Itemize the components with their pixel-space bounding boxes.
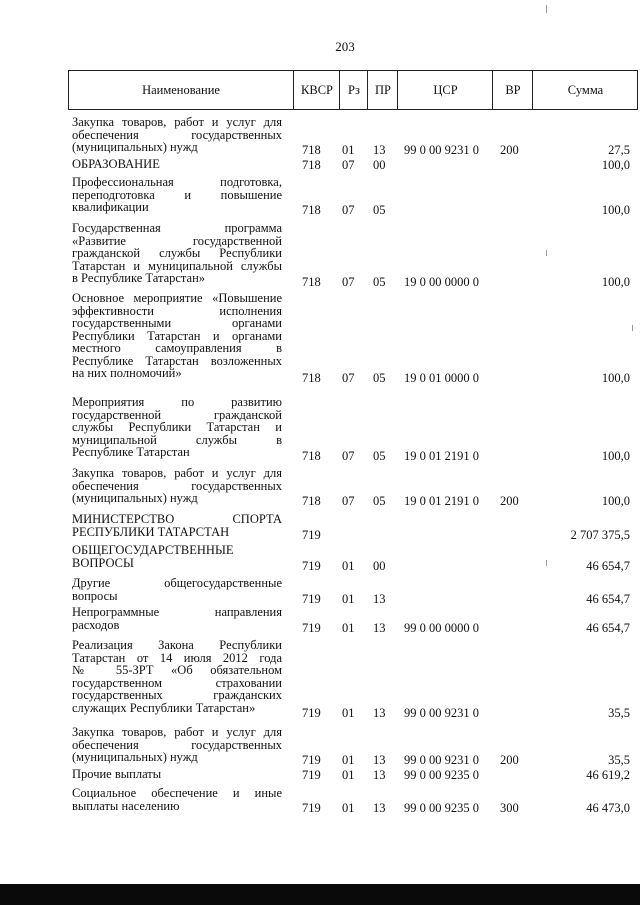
cell-sum: 46 619,2 bbox=[586, 767, 630, 782]
row-name-line: местного самоуправления в bbox=[72, 341, 282, 355]
row-name bbox=[72, 787, 282, 812]
cell-rz: 07 bbox=[342, 370, 355, 385]
row-name bbox=[72, 467, 282, 505]
cell-sum: 100,0 bbox=[601, 157, 630, 172]
cell-csr: 19 0 01 0000 0 bbox=[404, 370, 479, 385]
row-name-line: Основное мероприятие «Повышение bbox=[72, 291, 282, 305]
row-name-line: служащих Республики Татарстан» bbox=[72, 700, 256, 715]
row-name-line: № 55-ЗРТ «Об обязательном bbox=[72, 663, 282, 677]
cell-kvsr: 719 bbox=[302, 767, 321, 782]
header-rz: Рз bbox=[339, 71, 368, 109]
cell-pr: 13 bbox=[373, 620, 386, 635]
row-name-line: Республики Татарстан и органами bbox=[72, 328, 282, 343]
row-name-line: Реализация Закона Республики bbox=[72, 638, 282, 652]
row-name-line: государственных гражданских bbox=[72, 688, 282, 702]
row-name-line: переподготовка и повышение bbox=[72, 187, 282, 202]
row-name-line: расходов bbox=[72, 617, 120, 632]
row-name-line: (муниципальных) нужд bbox=[72, 750, 198, 764]
cell-pr: 05 bbox=[373, 448, 386, 463]
cell-pr: 00 bbox=[373, 558, 386, 573]
cell-sum: 100,0 bbox=[601, 274, 630, 289]
row-name bbox=[72, 726, 282, 764]
row-name-line: ОБРАЗОВАНИЕ bbox=[72, 157, 160, 171]
cell-csr: 99 0 00 9235 0 bbox=[404, 800, 479, 815]
table-row bbox=[0, 176, 640, 216]
row-name-line: службы Республики Татарстан и bbox=[72, 420, 282, 434]
header-csr: ЦСР bbox=[397, 71, 493, 109]
row-name-line: (муниципальных) нужд bbox=[72, 491, 198, 505]
table-row bbox=[0, 768, 640, 781]
row-name-line: на них полномочий» bbox=[72, 366, 182, 380]
cell-kvsr: 719 bbox=[302, 800, 321, 815]
row-name-line: Закупка товаров, работ и услуг для bbox=[72, 115, 282, 129]
table-row bbox=[0, 606, 640, 634]
cell-vr: 300 bbox=[500, 800, 519, 815]
cell-kvsr: 718 bbox=[302, 142, 321, 157]
cell-kvsr: 719 bbox=[302, 558, 321, 573]
table-row bbox=[0, 639, 640, 719]
row-name-line: муниципальной службы в bbox=[72, 432, 282, 447]
row-name-line: гражданской службы Республики bbox=[72, 246, 282, 260]
cell-csr: 19 0 01 2191 0 bbox=[404, 493, 479, 508]
cell-pr: 05 bbox=[373, 274, 386, 289]
cell-rz: 07 bbox=[342, 274, 355, 289]
row-name-line: Республике Татарстан bbox=[72, 445, 190, 459]
table-row bbox=[0, 544, 640, 572]
row-name-line: Государственная программа bbox=[72, 221, 282, 235]
cell-kvsr: 719 bbox=[302, 591, 321, 606]
row-name-line: обеспечения государственных bbox=[72, 737, 282, 752]
cell-pr: 13 bbox=[373, 767, 386, 782]
cell-rz: 01 bbox=[342, 767, 355, 782]
cell-rz: 01 bbox=[342, 142, 355, 157]
header-pr: ПР bbox=[367, 71, 398, 109]
table-row bbox=[0, 158, 640, 171]
row-name-line: государственными органами bbox=[72, 316, 282, 330]
cell-kvsr: 718 bbox=[302, 202, 321, 217]
cell-pr: 13 bbox=[373, 142, 386, 157]
cell-kvsr: 718 bbox=[302, 493, 321, 508]
row-name-line: вопросы bbox=[72, 588, 118, 603]
table-row bbox=[0, 116, 640, 156]
cell-sum: 27,5 bbox=[608, 142, 630, 157]
table-row bbox=[0, 726, 640, 766]
row-name bbox=[72, 577, 282, 602]
cell-pr: 05 bbox=[373, 370, 386, 385]
cell-pr: 00 bbox=[373, 157, 386, 172]
cell-csr: 99 0 00 9231 0 bbox=[404, 142, 479, 157]
row-name bbox=[72, 116, 282, 154]
row-name bbox=[72, 544, 282, 569]
row-name-line: Мероприятия по развитию bbox=[72, 395, 282, 409]
scan-border bbox=[0, 884, 640, 905]
row-name bbox=[72, 158, 282, 171]
row-name-line: РЕСПУБЛИКИ ТАТАРСТАН bbox=[72, 524, 230, 539]
cell-rz: 01 bbox=[342, 591, 355, 606]
table-row bbox=[0, 467, 640, 507]
row-name bbox=[72, 292, 282, 380]
cell-pr: 13 bbox=[373, 752, 386, 767]
cell-sum: 2 707 375,5 bbox=[570, 527, 630, 542]
row-name-line: (муниципальных) нужд bbox=[72, 140, 198, 154]
page-number: 203 bbox=[335, 39, 355, 54]
row-name-line: Другие общегосударственные bbox=[72, 576, 282, 590]
cell-vr: 200 bbox=[500, 752, 519, 767]
cell-sum: 100,0 bbox=[601, 370, 630, 385]
cell-rz: 01 bbox=[342, 752, 355, 767]
cell-pr: 13 bbox=[373, 591, 386, 606]
cell-rz: 07 bbox=[342, 202, 355, 217]
row-name-line: в Республике Татарстан» bbox=[72, 271, 206, 285]
row-name-line: Татарстан от 14 июля 2012 года bbox=[72, 650, 282, 665]
row-name bbox=[72, 513, 282, 538]
cell-kvsr: 719 bbox=[302, 752, 321, 767]
row-name-line: Профессиональная подготовка, bbox=[72, 175, 282, 189]
header-sum: Сумма bbox=[532, 71, 638, 109]
cell-rz: 01 bbox=[342, 558, 355, 573]
row-name-line: ОБЩЕГОСУДАРСТВЕННЫЕ bbox=[72, 543, 234, 557]
header-vr: ВР bbox=[492, 71, 533, 109]
cell-sum: 100,0 bbox=[601, 448, 630, 463]
cell-sum: 46 473,0 bbox=[586, 800, 630, 815]
cell-kvsr: 719 bbox=[302, 620, 321, 635]
row-name-line: государственном страховании bbox=[72, 675, 282, 690]
row-name bbox=[72, 176, 282, 214]
cell-rz: 07 bbox=[342, 448, 355, 463]
row-name-line: эффективности исполнения bbox=[72, 303, 282, 318]
cell-vr: 200 bbox=[500, 142, 519, 157]
cell-kvsr: 718 bbox=[302, 370, 321, 385]
row-name-line: Прочие выплаты bbox=[72, 767, 162, 781]
cell-vr: 200 bbox=[500, 493, 519, 508]
table-row bbox=[0, 513, 640, 541]
row-name-line: обеспечения государственных bbox=[72, 127, 282, 142]
row-name bbox=[72, 768, 282, 781]
cell-rz: 01 bbox=[342, 620, 355, 635]
cell-csr: 19 0 01 2191 0 bbox=[404, 448, 479, 463]
table-row bbox=[0, 222, 640, 288]
scan-mark bbox=[632, 325, 633, 331]
row-name-line: МИНИСТЕРСТВО СПОРТА bbox=[72, 512, 282, 526]
cell-rz: 07 bbox=[342, 493, 355, 508]
cell-csr: 99 0 00 9231 0 bbox=[404, 705, 479, 720]
cell-sum: 100,0 bbox=[601, 202, 630, 217]
cell-kvsr: 718 bbox=[302, 448, 321, 463]
cell-pr: 13 bbox=[373, 705, 386, 720]
row-name-line: Закупка товаров, работ и услуг для bbox=[72, 725, 282, 739]
cell-sum: 46 654,7 bbox=[586, 620, 630, 635]
cell-rz: 07 bbox=[342, 157, 355, 172]
cell-kvsr: 719 bbox=[302, 527, 321, 542]
cell-sum: 46 654,7 bbox=[586, 591, 630, 606]
cell-kvsr: 718 bbox=[302, 274, 321, 289]
table-row bbox=[0, 396, 640, 462]
row-name bbox=[72, 222, 282, 285]
scan-mark bbox=[546, 560, 547, 566]
cell-pr: 13 bbox=[373, 800, 386, 815]
row-name bbox=[72, 606, 282, 631]
cell-pr: 05 bbox=[373, 493, 386, 508]
row-name-line: ВОПРОСЫ bbox=[72, 555, 134, 570]
row-name bbox=[72, 396, 282, 459]
cell-csr: 99 0 00 0000 0 bbox=[404, 620, 479, 635]
row-name-line: Непрограммные направления bbox=[72, 605, 282, 619]
cell-sum: 35,5 bbox=[608, 752, 630, 767]
cell-csr: 19 0 00 0000 0 bbox=[404, 274, 479, 289]
row-name-line: «Развитие государственной bbox=[72, 233, 282, 248]
cell-csr: 99 0 00 9231 0 bbox=[404, 752, 479, 767]
row-name-line: квалификации bbox=[72, 200, 149, 214]
row-name-line: выплаты населению bbox=[72, 798, 180, 813]
cell-sum: 35,5 bbox=[608, 705, 630, 720]
row-name-line: государственной гражданской bbox=[72, 407, 282, 422]
row-name-line: Социальное обеспечение и иные bbox=[72, 786, 282, 800]
table-header bbox=[68, 70, 638, 110]
header-name: Наименование bbox=[142, 83, 220, 97]
cell-rz: 01 bbox=[342, 800, 355, 815]
scan-mark bbox=[546, 250, 547, 256]
row-name-line: Республике Татарстан возложенных bbox=[72, 353, 282, 368]
row-name-line: Татарстан и муниципальной службы bbox=[72, 258, 282, 273]
table-row bbox=[0, 787, 640, 814]
row-name-line: обеспечения государственных bbox=[72, 478, 282, 493]
cell-csr: 99 0 00 9235 0 bbox=[404, 767, 479, 782]
row-name bbox=[72, 639, 282, 714]
scan-mark bbox=[546, 5, 547, 13]
cell-sum: 46 654,7 bbox=[586, 558, 630, 573]
cell-pr: 05 bbox=[373, 202, 386, 217]
table-row bbox=[0, 292, 640, 384]
cell-kvsr: 718 bbox=[302, 157, 321, 172]
cell-kvsr: 719 bbox=[302, 705, 321, 720]
cell-sum: 100,0 bbox=[601, 493, 630, 508]
row-name-line: Закупка товаров, работ и услуг для bbox=[72, 466, 282, 480]
table-row bbox=[0, 577, 640, 605]
cell-rz: 01 bbox=[342, 705, 355, 720]
header-kvsr: КВСР bbox=[293, 71, 340, 109]
